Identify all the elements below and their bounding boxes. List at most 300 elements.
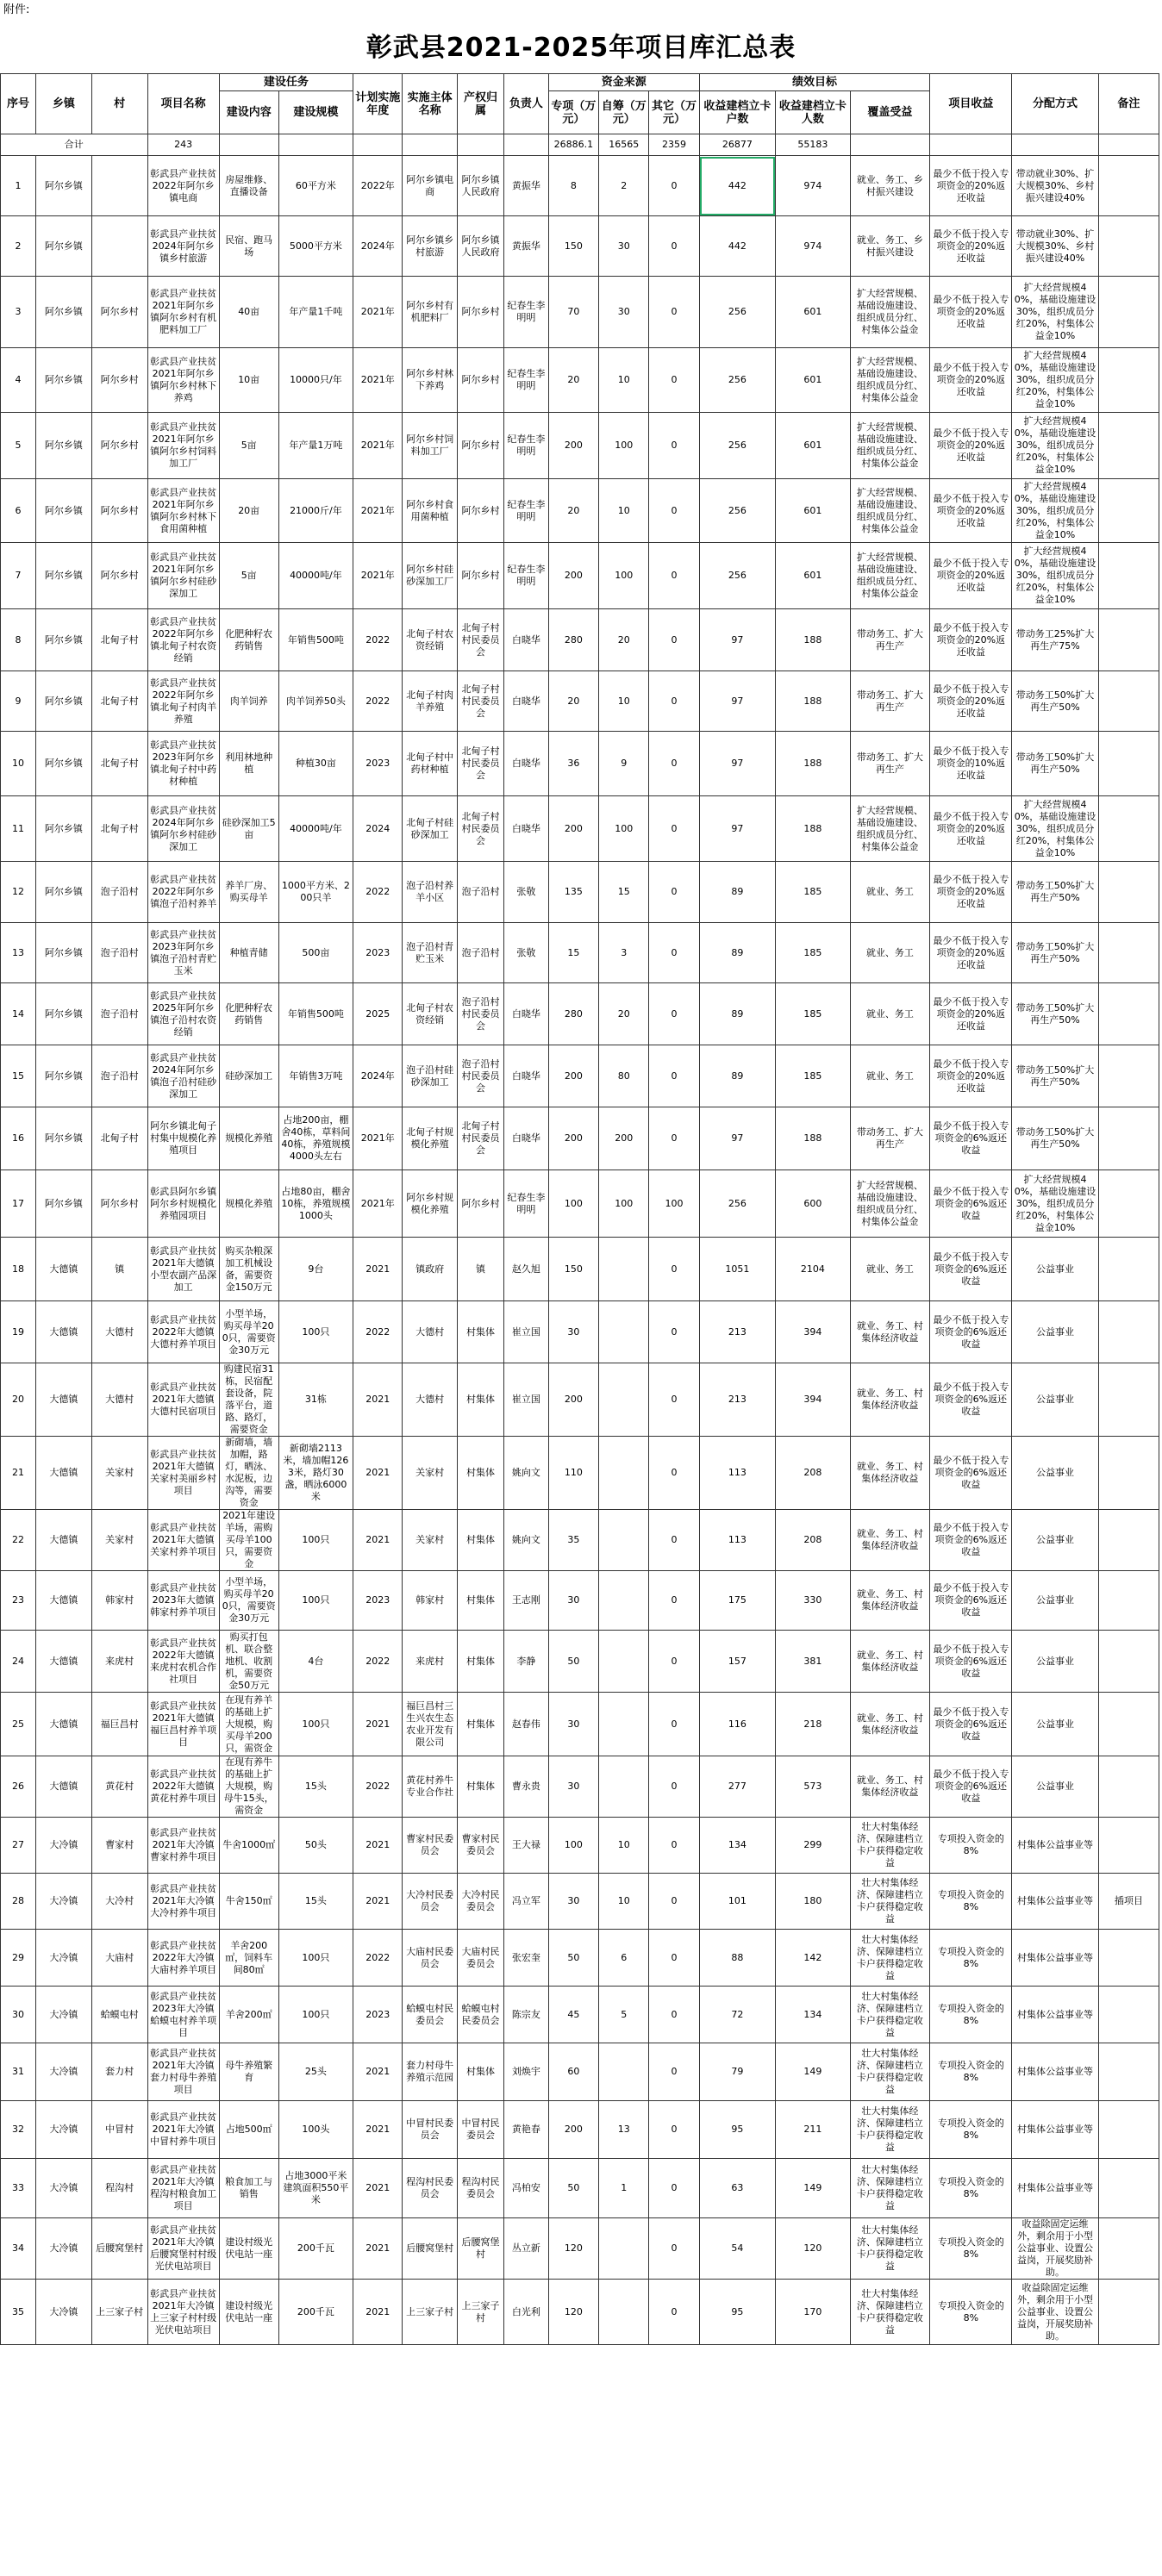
cell-seq: 32: [1, 2101, 36, 2159]
cell-name: 彰武县产业扶贫2023年大冷镇蛤蟆屯村养羊项目: [147, 1987, 219, 2043]
cell-people: 120: [776, 2218, 850, 2280]
cell-other: 0: [649, 2043, 699, 2101]
cell-house: 256: [699, 479, 776, 543]
cell-town: 阿尔乡镇: [36, 543, 92, 609]
cell-village: 来虎村: [91, 1631, 147, 1693]
cell-seq: 16: [1, 1107, 36, 1170]
cell-entity: 蛤蟆屯村民委员会: [403, 1987, 458, 2043]
cell-content: 房屋维修、直播设备: [219, 156, 278, 216]
cell-house: 72: [699, 1987, 776, 2043]
cell-village: 程沟村: [91, 2159, 147, 2218]
cell-entity: 套力村母牛养殖示范园: [403, 2043, 458, 2101]
cell-dist: 公益事业: [1012, 1756, 1098, 1818]
cell-house: 95: [699, 2280, 776, 2345]
cell-town: 阿尔乡镇: [36, 862, 92, 923]
total-self: 16565: [599, 134, 649, 156]
cell-people: 170: [776, 2280, 850, 2345]
cell-year: 2021: [353, 1510, 403, 1571]
cell-self: 30: [599, 277, 649, 348]
cell-other: 0: [649, 862, 699, 923]
cell-self: 2: [599, 156, 649, 216]
cell-scale: 100只: [278, 1301, 353, 1363]
cell-cover: 就业、务工、村集体经济收益: [850, 1510, 930, 1571]
cell-village: 阿尔乡村: [91, 348, 147, 413]
cell-people: 185: [776, 862, 850, 923]
cell-town: 阿尔乡镇: [36, 671, 92, 732]
cell-seq: 14: [1, 983, 36, 1045]
cell-other: 0: [649, 1571, 699, 1631]
cell-name: 彰武县产业扶贫2022年大德镇大德村养羊项目: [147, 1301, 219, 1363]
cell-scale: 500亩: [278, 923, 353, 983]
cell-seq: 3: [1, 277, 36, 348]
cell-cover: 带动务工、扩大再生产: [850, 1107, 930, 1170]
page-title: 彰武县2021-2025年项目库汇总表: [365, 33, 797, 63]
cell-entity: 大冷村民委员会: [403, 1874, 458, 1930]
cell-income: 最少不低于投入专项资金的6%返还收益: [930, 1170, 1012, 1238]
cell-cover: 扩大经营规模、基础设施建设、组织成员分红、村集体公益金: [850, 413, 930, 479]
cell-scale: 15头: [278, 1756, 353, 1818]
cell-leader: 崔立国: [503, 1363, 548, 1437]
cell-scale: 9台: [278, 1238, 353, 1301]
cell-special: 20: [548, 479, 598, 543]
cell-other: 0: [649, 2159, 699, 2218]
cell-content: 购建民宿31栋，民宿配套设备，院落平台，道路、路灯，需要资金: [219, 1363, 278, 1437]
cell-note: [1098, 1693, 1159, 1756]
cell-note: [1098, 1987, 1159, 2043]
cell-entity: 福巨昌村三生兴农生态农业开发有限公司: [403, 1693, 458, 1756]
cell-town: 大德镇: [36, 1756, 92, 1818]
cell-village: 泡子沿村: [91, 1045, 147, 1107]
cell-entity: 黄花村养牛专业合作社: [403, 1756, 458, 1818]
cell-entity: 阿尔乡村有机肥料厂: [403, 277, 458, 348]
cell-name: 彰武县产业扶贫2023年大德镇韩家村养羊项目: [147, 1571, 219, 1631]
header-perf-cover: 覆盖受益: [850, 91, 930, 134]
cell-income: 专项投入资金的8%: [930, 2101, 1012, 2159]
cell-house: 175: [699, 1571, 776, 1631]
cell-owner: 阿尔乡村: [458, 1170, 504, 1238]
cell-special: 30: [548, 1756, 598, 1818]
header-seq: 序号: [1, 74, 36, 134]
cell-seq: 22: [1, 1510, 36, 1571]
table-row: [1, 1301, 1159, 1363]
cell-scale: 40000吨/年: [278, 796, 353, 862]
cell-content: 在现有养牛的基础上扩大规模，购母牛15头，需资金: [219, 1756, 278, 1818]
table-row: [1, 2218, 1159, 2280]
cell-leader: 纪春生李明明: [503, 543, 548, 609]
cell-other: 0: [649, 923, 699, 983]
cell-town: 阿尔乡镇: [36, 1045, 92, 1107]
cell-income: 专项投入资金的8%: [930, 2159, 1012, 2218]
cell-dist: 扩大经营规模40%，基础设施建设30%，组织成员分红20%，村集体公益金10%: [1012, 413, 1098, 479]
cell-scale: 21000斤/年: [278, 479, 353, 543]
cell-owner: 阿尔乡镇人民政府: [458, 216, 504, 277]
cell-people: 394: [776, 1301, 850, 1363]
cell-leader: 白晓华: [503, 1107, 548, 1170]
cell-dist: 收益除固定运维外，剩余用于小型公益事业、设置公益岗，开展奖励补助。: [1012, 2280, 1098, 2345]
cell-leader: 纪春生李明明: [503, 479, 548, 543]
cell-other: 0: [649, 671, 699, 732]
cell-content: 5亩: [219, 413, 278, 479]
cell-year: 2021: [353, 2280, 403, 2345]
cell-dist: 带动务工50%扩大再生产50%: [1012, 983, 1098, 1045]
cell-seq: 15: [1, 1045, 36, 1107]
cell-scale: 新砌墙2113米，墙加帽1263米，路灯30盏，晒泳6000米: [278, 1437, 353, 1510]
cell-entity: 关家村: [403, 1510, 458, 1571]
cell-special: 200: [548, 1045, 598, 1107]
cell-year: 2024年: [353, 216, 403, 277]
cell-special: 110: [548, 1437, 598, 1510]
cell-name: 彰武县产业扶贫2021年大冷镇套力村母牛养殖项目: [147, 2043, 219, 2101]
table-row: [1, 543, 1159, 609]
total-house: 26877: [699, 134, 776, 156]
header-town: 乡镇: [36, 74, 92, 134]
cell-leader: 白晓华: [503, 732, 548, 796]
cell-cover: 就业、务工: [850, 1238, 930, 1301]
cell-self: 100: [599, 543, 649, 609]
cell-town: 大德镇: [36, 1510, 92, 1571]
cell-owner: 泡子沿村村民委员会: [458, 983, 504, 1045]
cell-house: 101: [699, 1874, 776, 1930]
cell-self: 10: [599, 1874, 649, 1930]
cell-entity: 北甸子村硅砂深加工: [403, 796, 458, 862]
cell-content: 5亩: [219, 543, 278, 609]
cell-owner: 大冷村民委员会: [458, 1874, 504, 1930]
cell-dist: 公益事业: [1012, 1363, 1098, 1437]
cell-special: 50: [548, 1631, 598, 1693]
cell-town: 大冷镇: [36, 1987, 92, 2043]
cell-people: 600: [776, 1170, 850, 1238]
cell-people: 185: [776, 1045, 850, 1107]
cell-special: 280: [548, 983, 598, 1045]
cell-seq: 24: [1, 1631, 36, 1693]
cell-special: 50: [548, 1930, 598, 1987]
cell-scale: 100只: [278, 1571, 353, 1631]
cell-town: 大冷镇: [36, 2159, 92, 2218]
cell-village: [91, 216, 147, 277]
cell-self: 15: [599, 862, 649, 923]
cell-dist: 带动务工50%扩大再生产50%: [1012, 732, 1098, 796]
cell-cover: 壮大村集体经济、保障建档立卡户获得稳定收益: [850, 2159, 930, 2218]
cell-people: 974: [776, 156, 850, 216]
cell-dist: 扩大经营规模40%，基础设施建设30%，组织成员分红20%，村集体公益金10%: [1012, 543, 1098, 609]
cell-town: 阿尔乡镇: [36, 609, 92, 671]
cell-leader: 李静: [503, 1631, 548, 1693]
cell-special: 15: [548, 923, 598, 983]
cell-special: 200: [548, 1363, 598, 1437]
cell-income: 最少不低于投入专项资金的6%返还收益: [930, 1437, 1012, 1510]
cell-note: [1098, 671, 1159, 732]
cell-note: [1098, 2159, 1159, 2218]
cell-note: [1098, 1510, 1159, 1571]
cell-note: [1098, 983, 1159, 1045]
cell-income: 最少不低于投入专项资金的6%返还收益: [930, 1571, 1012, 1631]
cell-cover: 扩大经营规模、基础设施建设、组织成员分红、村集体公益金: [850, 479, 930, 543]
cell-income: 最少不低于投入专项资金的20%返还收益: [930, 156, 1012, 216]
cell-town: 大冷镇: [36, 2101, 92, 2159]
cell-other: 0: [649, 1818, 699, 1874]
cell-income: 最少不低于投入专项资金的20%返还收益: [930, 543, 1012, 609]
total-count: 243: [147, 134, 219, 156]
cell-scale: 40000吨/年: [278, 543, 353, 609]
cell-name: 彰武县产业扶贫2021年阿尔乡镇阿尔乡村有机肥料加工厂: [147, 277, 219, 348]
cell-owner: 中冒村民委员会: [458, 2101, 504, 2159]
cell-note: [1098, 1363, 1159, 1437]
cell-cover: 壮大村集体经济、保障建档立卡户获得稳定收益: [850, 1930, 930, 1987]
cell-house: 79: [699, 2043, 776, 2101]
cell-note: [1098, 1756, 1159, 1818]
cell-entity: 北甸子村农资经销: [403, 609, 458, 671]
cell-scale: 100头: [278, 2101, 353, 2159]
cell-income: 最少不低于投入专项资金的20%返还收益: [930, 609, 1012, 671]
cell-entity: 大德村: [403, 1301, 458, 1363]
table-row: [1, 348, 1159, 413]
cell-owner: 村集体: [458, 1510, 504, 1571]
cell-income: 最少不低于投入专项资金的10%返还收益: [930, 732, 1012, 796]
cell-owner: 曹家村民委员会: [458, 1818, 504, 1874]
cell-dist: 带动就业30%、扩大规模30%、乡村振兴建设40%: [1012, 216, 1098, 277]
cell-note: [1098, 479, 1159, 543]
cell-self: [599, 1363, 649, 1437]
header-perf-house: 收益建档立卡户数: [699, 91, 776, 134]
cell-owner: 蛤蟆屯村民委员会: [458, 1987, 504, 2043]
cell-scale: 31栋: [278, 1363, 353, 1437]
cell-dist: 带动务工50%扩大再生产50%: [1012, 671, 1098, 732]
header-entity: 实施主体名称: [403, 74, 458, 134]
cell-income: 最少不低于投入专项资金的20%返还收益: [930, 862, 1012, 923]
cell-income: 专项投入资金的8%: [930, 2218, 1012, 2280]
cell-special: 45: [548, 1987, 598, 2043]
cell-self: 80: [599, 1045, 649, 1107]
cell-people: 2104: [776, 1238, 850, 1301]
cell-other: 0: [649, 479, 699, 543]
cell-entity: 泡子沿村青贮玉米: [403, 923, 458, 983]
cell-town: 阿尔乡镇: [36, 277, 92, 348]
cell-dist: 扩大经营规模40%，基础设施建设30%，组织成员分红20%，村集体公益金10%: [1012, 277, 1098, 348]
header-income: 项目收益: [930, 74, 1012, 134]
cell-town: 大德镇: [36, 1571, 92, 1631]
cell-dist: 扩大经营规模40%，基础设施建设30%，组织成员分红20%，村集体公益金10%: [1012, 348, 1098, 413]
cell-entity: 阿尔乡村食用菌种植: [403, 479, 458, 543]
cell-people: 601: [776, 413, 850, 479]
cell-name: 彰武县产业扶贫2024年阿尔乡镇泡子沿村硅砂深加工: [147, 1045, 219, 1107]
cell-self: 30: [599, 216, 649, 277]
cell-seq: 20: [1, 1363, 36, 1437]
header-perf-people: 收益建档立卡人数: [776, 91, 850, 134]
cell-leader: 白晓华: [503, 796, 548, 862]
table-row: [1, 2043, 1159, 2101]
cell-village: 泡子沿村: [91, 862, 147, 923]
cell-owner: 北甸子村村民委员会: [458, 732, 504, 796]
cell-self: [599, 1238, 649, 1301]
cell-year: 2021: [353, 2101, 403, 2159]
header-build-task: 建设任务: [219, 74, 353, 91]
cell-cover: 扩大经营规模、基础设施建设、组织成员分红、村集体公益金: [850, 1170, 930, 1238]
cell-income: 专项投入资金的8%: [930, 1874, 1012, 1930]
cell-content: 购买打包机、联合整地机、收割机，需要资金50万元: [219, 1631, 278, 1693]
cell-self: [599, 2218, 649, 2280]
cell-village: 北甸子村: [91, 671, 147, 732]
cell-self: [599, 1571, 649, 1631]
cell-content: 小型羊场，购买母羊200只，需要资金30万元: [219, 1571, 278, 1631]
cell-content: 购买杂粮深加工机械设备，需要资金150万元: [219, 1238, 278, 1301]
cell-scale: 年产量1千吨: [278, 277, 353, 348]
cell-content: 母牛养殖繁育: [219, 2043, 278, 2101]
cell-content: 化肥种籽农药销售: [219, 983, 278, 1045]
cell-people: 134: [776, 1987, 850, 2043]
table-row: [1, 983, 1159, 1045]
cell-people: 299: [776, 1818, 850, 1874]
cell-special: 20: [548, 348, 598, 413]
cell-cover: 壮大村集体经济、保障建档立卡户获得稳定收益: [850, 2218, 930, 2280]
cell-dist: 公益事业: [1012, 1238, 1098, 1301]
cell-content: 羊舍200㎡，饲料车间80㎡: [219, 1930, 278, 1987]
cell-owner: 阿尔乡村: [458, 413, 504, 479]
cell-name: 彰武县产业扶贫2021年阿尔乡镇阿尔乡村林下食用菌种植: [147, 479, 219, 543]
header-leader: 负责人: [503, 74, 548, 134]
cell-special: 200: [548, 543, 598, 609]
cell-self: [599, 1631, 649, 1693]
cell-other: 0: [649, 1045, 699, 1107]
cell-income: 最少不低于投入专项资金的20%返还收益: [930, 1045, 1012, 1107]
cell-note: 插项目: [1098, 1874, 1159, 1930]
cell-village: 曹家村: [91, 1818, 147, 1874]
cell-income: 最少不低于投入专项资金的6%返还收益: [930, 1363, 1012, 1437]
cell-cover: 就业、务工、乡村振兴建设: [850, 216, 930, 277]
cell-seq: 19: [1, 1301, 36, 1363]
cell-seq: 10: [1, 732, 36, 796]
cell-house: 54: [699, 2218, 776, 2280]
cell-other: 0: [649, 277, 699, 348]
cell-income: 最少不低于投入专项资金的20%返还收益: [930, 348, 1012, 413]
cell-other: 0: [649, 2218, 699, 2280]
cell-leader: 张敬: [503, 923, 548, 983]
cell-self: 10: [599, 479, 649, 543]
cell-name: 彰武县产业扶贫2021年阿尔乡镇阿尔乡村硅砂深加工: [147, 543, 219, 609]
cell-leader: 纪春生李明明: [503, 413, 548, 479]
cell-special: 200: [548, 1107, 598, 1170]
cell-self: [599, 1510, 649, 1571]
cell-name: 彰武县产业扶贫2021年大德镇小型农副产品深加工: [147, 1238, 219, 1301]
cell-note: [1098, 1571, 1159, 1631]
cell-name: 彰武县产业扶贫2022年大德镇来虎村农机合作社项目: [147, 1631, 219, 1693]
cell-house: 134: [699, 1818, 776, 1874]
cell-dist: 村集体公益事业等: [1012, 1874, 1098, 1930]
cell-cover: 壮大村集体经济、保障建档立卡户获得稳定收益: [850, 1818, 930, 1874]
cell-content: 羊舍200㎡: [219, 1987, 278, 2043]
cell-income: 最少不低于投入专项资金的6%返还收益: [930, 1238, 1012, 1301]
cell-self: [599, 2280, 649, 2345]
header-owner: 产权归属: [458, 74, 504, 134]
cell-special: 20: [548, 671, 598, 732]
cell-dist: 带动务工50%扩大再生产50%: [1012, 1045, 1098, 1107]
cell-town: 大德镇: [36, 1693, 92, 1756]
cell-dist: 村集体公益事业等: [1012, 1930, 1098, 1987]
cell-content: 2021年建设羊场，需购买母羊100只，需要资金: [219, 1510, 278, 1571]
cell-people: 188: [776, 732, 850, 796]
cell-content: 10亩: [219, 348, 278, 413]
cell-content: 肉羊饲养: [219, 671, 278, 732]
cell-self: 10: [599, 671, 649, 732]
cell-content: 化肥种籽农药销售: [219, 609, 278, 671]
cell-owner: 村集体: [458, 2043, 504, 2101]
cell-entity: 泡子沿村硅砂深加工: [403, 1045, 458, 1107]
cell-leader: 陈宗友: [503, 1987, 548, 2043]
cell-note: [1098, 413, 1159, 479]
table-row: [1, 671, 1159, 732]
cell-people: 573: [776, 1756, 850, 1818]
cell-note: [1098, 216, 1159, 277]
cell-scale: 1000平方米、200只羊: [278, 862, 353, 923]
cell-special: 280: [548, 609, 598, 671]
cell-cover: 就业、务工: [850, 862, 930, 923]
cell-dist: 村集体公益事业等: [1012, 2159, 1098, 2218]
cell-people: 142: [776, 1930, 850, 1987]
cell-town: 阿尔乡镇: [36, 983, 92, 1045]
cell-leader: 纪春生李明明: [503, 1170, 548, 1238]
cell-village: 泡子沿村: [91, 983, 147, 1045]
cell-name: 彰武县产业扶贫2023年阿尔乡镇泡子沿村青贮玉米: [147, 923, 219, 983]
cell-leader: 白晓华: [503, 983, 548, 1045]
cell-year: 2022: [353, 1930, 403, 1987]
cell-leader: 赵久旭: [503, 1238, 548, 1301]
cell-note: [1098, 609, 1159, 671]
cell-note: [1098, 2280, 1159, 2345]
cell-village: 福巨昌村: [91, 1693, 147, 1756]
cell-name: 彰武县产业扶贫2022年阿尔乡镇电商: [147, 156, 219, 216]
cell-income: 最少不低于投入专项资金的20%返还收益: [930, 216, 1012, 277]
cell-village: 关家村: [91, 1510, 147, 1571]
header-note: 备注: [1098, 74, 1159, 134]
cell-leader: 黄振华: [503, 156, 548, 216]
cell-year: 2022: [353, 609, 403, 671]
cell-dist: 带动务工50%扩大再生产50%: [1012, 923, 1098, 983]
cell-dist: 扩大经营规模40%，基础设施建设30%，组织成员分红20%，村集体公益金10%: [1012, 479, 1098, 543]
cell-house: 157: [699, 1631, 776, 1693]
cell-people: 218: [776, 1693, 850, 1756]
cell-town: 阿尔乡镇: [36, 1170, 92, 1238]
cell-other: 0: [649, 1107, 699, 1170]
cell-village: 套力村: [91, 2043, 147, 2101]
table-row: [1, 609, 1159, 671]
cell-scale: 占地200亩，棚舍40栋，草料间40栋，养殖规模4000头左右: [278, 1107, 353, 1170]
cell-owner: 村集体: [458, 1571, 504, 1631]
cell-entity: 大德村: [403, 1363, 458, 1437]
cell-special: 70: [548, 277, 598, 348]
cell-year: 2021: [353, 1874, 403, 1930]
cell-seq: 33: [1, 2159, 36, 2218]
cell-seq: 9: [1, 671, 36, 732]
cell-scale: 200千瓦: [278, 2280, 353, 2345]
cell-village: 阿尔乡村: [91, 277, 147, 348]
cell-self: 20: [599, 983, 649, 1045]
cell-cover: 扩大经营规模、基础设施建设、组织成员分红、村集体公益金: [850, 543, 930, 609]
cell-house: 97: [699, 671, 776, 732]
cell-note: [1098, 2043, 1159, 2101]
cell-income: 最少不低于投入专项资金的20%返还收益: [930, 479, 1012, 543]
cell-other: 0: [649, 1301, 699, 1363]
header-village: 村: [91, 74, 147, 134]
cell-owner: 阿尔乡村: [458, 479, 504, 543]
cell-seq: 34: [1, 2218, 36, 2280]
cell-note: [1098, 1437, 1159, 1510]
cell-cover: 扩大经营规模、基础设施建设、组织成员分红、村集体公益金: [850, 348, 930, 413]
cell-house: 256: [699, 543, 776, 609]
table-row: [1, 413, 1159, 479]
cell-leader: 姚向文: [503, 1510, 548, 1571]
table-row: [1, 1930, 1159, 1987]
cell-village: [91, 156, 147, 216]
cell-leader: 崔立国: [503, 1301, 548, 1363]
